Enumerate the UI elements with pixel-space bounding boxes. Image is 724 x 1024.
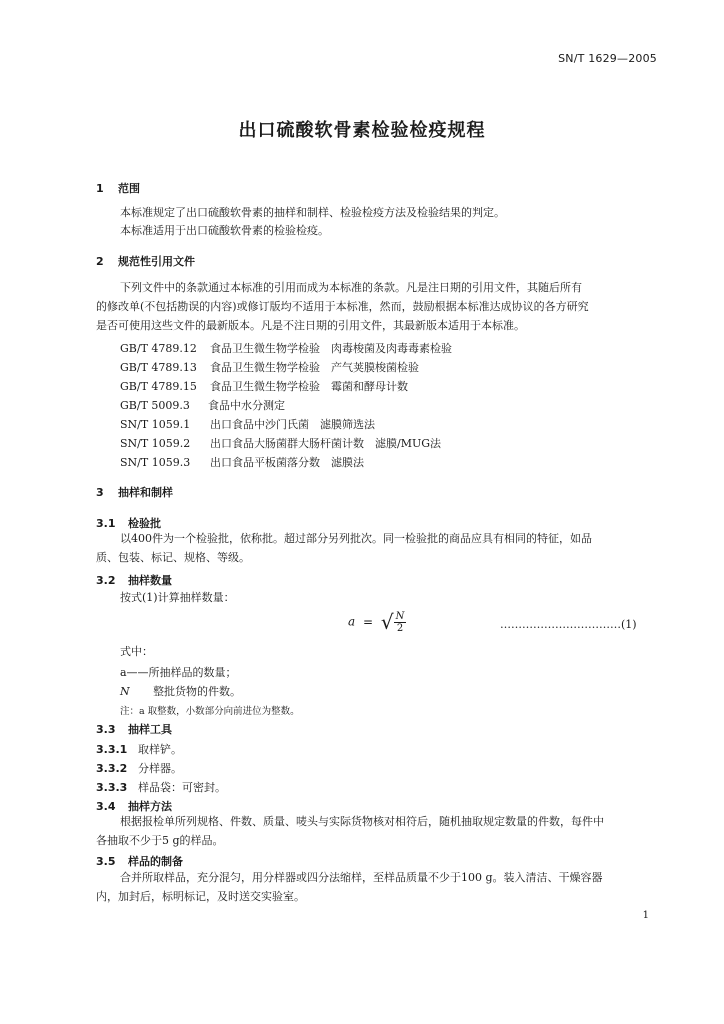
paragraph: 本标准规定了出口硫酸软骨素的抽样和制样、检验检疫方法及检验结果的判定。 <box>120 206 505 219</box>
reference-item: GB/T 4789.15 食品卫生微生物学检验 霉菌和酵母计数 <box>120 380 408 393</box>
paragraph-line: 根据报检单所列规格、件数、质量、唛头与实际货物核对相符后，随机抽取规定数量的件数，每件中 <box>120 815 604 828</box>
section-title: 规范性引用文件 <box>118 255 195 268</box>
sqrt-icon: √ <box>380 610 394 634</box>
subsection-3-3-heading: 3.3 抽样工具 <box>96 723 172 736</box>
paragraph-line: 下列文件中的条款通过本标准的引用而成为本标准的条款。凡是注日期的引用文件，其随后所有 <box>120 281 582 294</box>
section-3-heading <box>96 484 173 500</box>
paragraph: 本标准适用于出口硫酸软骨素的检验检疫。 <box>120 224 329 237</box>
section-number: 2 <box>96 255 104 268</box>
section-number: 1 <box>96 182 104 195</box>
document-title: 出口硫酸软骨素检验检疫规程 <box>238 120 486 141</box>
section-2-heading <box>96 253 195 269</box>
paragraph-line: 质、包装、标记、规格、等级。 <box>96 551 250 564</box>
section-title: 抽样和制样 <box>118 486 173 499</box>
reference-item: GB/T 5009.3 食品中水分测定 <box>120 399 285 412</box>
paragraph-line: 各抽取不少于5 g的样品。 <box>96 834 224 847</box>
reference-item: GB/T 4789.13 食品卫生微生物学检验 产气荚膜梭菌检验 <box>120 361 419 374</box>
subsection-3-2-heading: 3.2 抽样数量 <box>96 574 172 587</box>
subsection-3-1-heading: 3.1 检验批 <box>96 517 161 530</box>
reference-item: SN/T 1059.1 出口食品中沙门氏菌 滤膜筛选法 <box>120 418 375 431</box>
document-code: SN/T 1629—2005 <box>558 52 657 65</box>
formula-number: ……………………………(1) <box>500 618 637 631</box>
subsection-3-4-heading: 3.4 抽样方法 <box>96 800 172 813</box>
paragraph-line: 是否可使用这些文件的最新版本。凡是不注日期的引用文件，其最新版本适用于本标准。 <box>96 319 525 332</box>
note: 注：a 取整数，小数部分向前进位为整数。 <box>120 706 300 717</box>
paragraph-line: 的修改单(不包括勘误的内容)或修订版均不适用于本标准，然而，鼓励根据本标准达成协议的各方研究 <box>96 300 589 313</box>
list-item: 3.3.3 样品袋：可密封。 <box>96 781 226 794</box>
reference-item: SN/T 1059.2 出口食品大肠菌群大肠杆菌计数 滤膜/MUG法 <box>120 437 442 450</box>
section-1-heading <box>96 180 140 196</box>
paragraph: 式中： <box>120 645 153 658</box>
reference-item: SN/T 1059.3 出口食品平板菌落分数 滤膜法 <box>120 456 364 469</box>
variable-definition: N 整批货物的件数。 <box>120 685 241 698</box>
subsection-3-5-heading: 3.5 样品的制备 <box>96 855 183 868</box>
list-item: 3.3.2 分样器。 <box>96 762 182 775</box>
formula-equals: = <box>362 614 374 629</box>
formula <box>348 610 406 634</box>
reference-item: GB/T 4789.12 食品卫生微生物学检验 肉毒梭菌及肉毒毒素检验 <box>120 342 452 355</box>
section-number: 3 <box>96 486 104 499</box>
list-item: 3.3.1 取样铲。 <box>96 743 182 756</box>
paragraph: 按式(1)计算抽样数量： <box>120 591 235 604</box>
paragraph-line: 合并所取样品，充分混匀，用分样器或四分法缩样，至样品质量不少于100 g。装入清洁、干燥容器 <box>120 871 603 884</box>
paragraph-line: 内，加封后，标明标记，及时送交实验室。 <box>96 890 305 903</box>
formula-lhs: a <box>348 614 356 629</box>
formula-fraction: $\frac{N}{2}$ <box>395 610 405 634</box>
page-number: 1 <box>642 910 649 921</box>
paragraph-line: 以400件为一个检验批，依称批。超过部分另列批次。同一检验批的商品应具有相同的特征，如品 <box>120 532 592 545</box>
variable-definition: a——所抽样品的数量； <box>120 666 237 679</box>
section-title: 范围 <box>118 182 140 195</box>
